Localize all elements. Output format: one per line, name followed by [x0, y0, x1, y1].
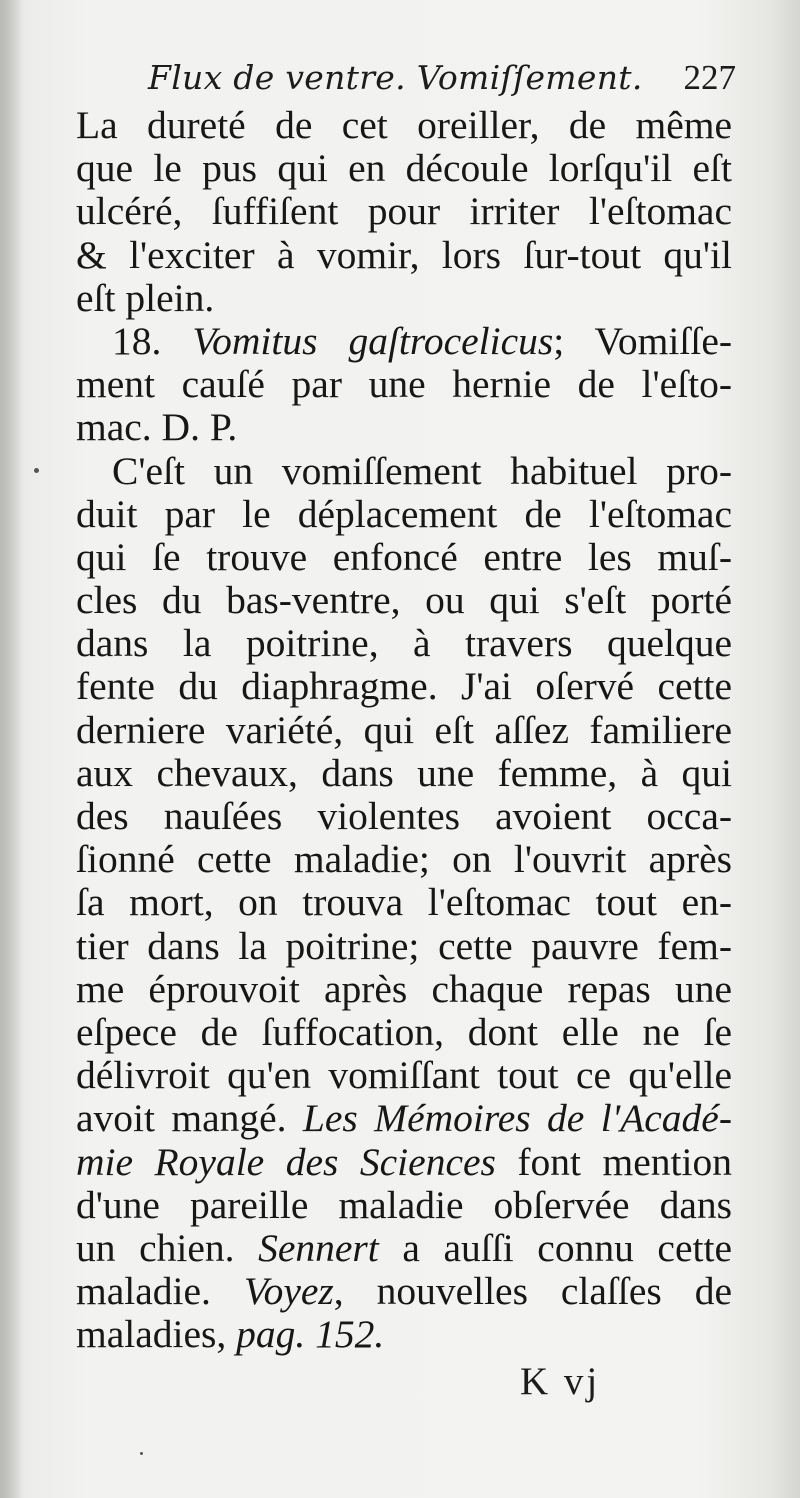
text-line: qui ſe trouve enfoncé entre les muſ-	[76, 534, 732, 579]
text-line: un chien. Sennert a auſſi connu cette	[76, 1225, 732, 1270]
text-line: que le pus qui en découle lorſqu'il eſt	[76, 146, 732, 191]
text-line: eſt plein.	[76, 275, 215, 320]
text-line: tier dans la poitrine; cette pauvre fem-	[76, 923, 732, 968]
page-number: 227	[683, 58, 736, 97]
text-line: ulcéré, ſuffiſent pour irriter l'eſtomac	[76, 189, 732, 234]
text-line: des nauſées violentes avoient occa-	[76, 794, 732, 838]
text-line: aux chevaux, dans une femme, à qui	[76, 750, 732, 795]
text-line: mac. D. P.	[76, 405, 238, 450]
text-line: délivroit qu'en vomiſſant tout ce qu'elle	[76, 1053, 732, 1098]
text-line: mie Royale des Sciences font mention	[76, 1139, 732, 1184]
text-line: duit par le déplacement de l'eſtomac	[76, 491, 732, 536]
text-line: & l'exciter à vomir, lors ſur-tout qu'il	[76, 232, 732, 277]
text-line: me éprouvoit après chaque repas une	[76, 966, 732, 1011]
text-line: ment cauſé par une hernie de l'eſto-	[76, 362, 732, 407]
text-line: La dureté de cet oreiller, de même	[76, 103, 732, 147]
text-line: ſionné cette maladie; on l'ouvrit après	[76, 837, 732, 882]
signature-mark: K vj	[520, 1360, 601, 1403]
ink-speck	[34, 468, 39, 473]
text-line: derniere variété, qui eſt aſſez familiere	[76, 707, 732, 752]
binding-shadow	[0, 0, 22, 1498]
text-line: avoit mangé. Les Mémoires de l'Acadé-	[76, 1096, 732, 1141]
text-line: maladies, pag. 152.	[76, 1312, 385, 1357]
text-line: ſa mort, on trouva l'eſtomac tout en-	[76, 880, 732, 925]
section-heading-line: 18. Vomitus gaſtrocelicus; Vomiſſe-	[112, 318, 733, 363]
text-line: dans la poitrine, à travers quelque	[76, 621, 732, 666]
text-line: cles du bas-ventre, ou qui s'eſt porté	[76, 578, 732, 623]
text-line: d'une pareille maladie obſervée dans	[76, 1182, 732, 1227]
body-text	[76, 104, 732, 1356]
text-line: maladie. Voyez, nouvelles claſſes de	[76, 1269, 732, 1314]
running-head	[0, 56, 736, 100]
ink-speck	[140, 1452, 143, 1455]
text-line: C'eſt un vomiſſement habituel pro-	[112, 448, 732, 493]
text-line: fente du diaphragme. J'ai oſervé cette	[76, 664, 732, 709]
running-head-title: Flux de ventre. Vomiſſement.	[148, 58, 643, 97]
text-line: eſpece de ſuffocation, dont elle ne ſe	[76, 1009, 732, 1054]
